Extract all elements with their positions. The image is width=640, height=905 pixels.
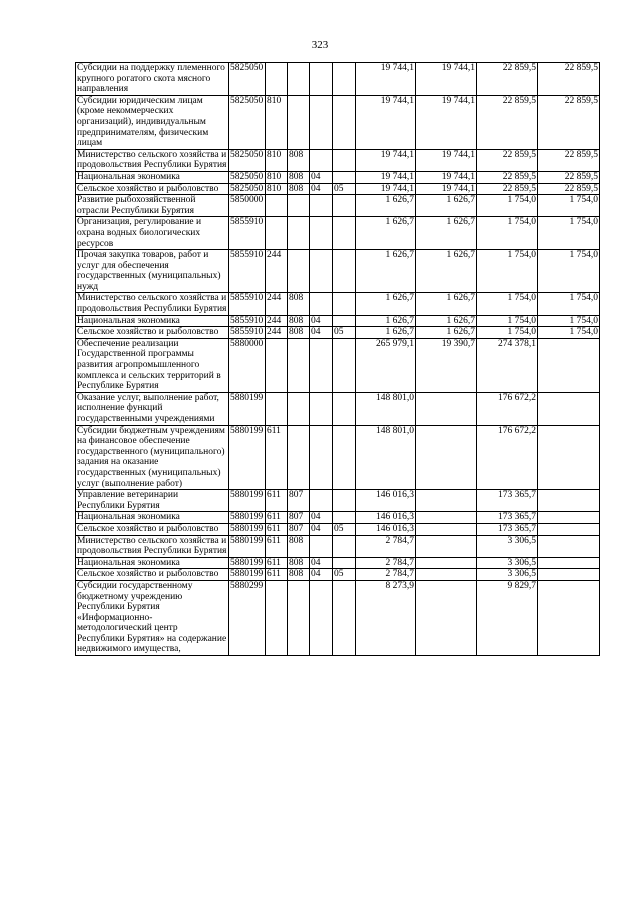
section-cell: 04 bbox=[310, 523, 333, 535]
page-number: 323 bbox=[311, 39, 329, 51]
expense-type-cell bbox=[266, 217, 288, 250]
subsection-cell bbox=[333, 149, 356, 171]
amount-cell-1: 146 016,3 bbox=[356, 523, 416, 535]
expense-type-cell: 810 bbox=[266, 171, 288, 183]
amount-cell-2: 19 744,1 bbox=[416, 171, 477, 183]
amount-cell-1: 19 744,1 bbox=[356, 95, 416, 149]
amount-cell-4: 1 754,0 bbox=[538, 195, 600, 217]
table-row bbox=[76, 580, 600, 655]
table-row bbox=[76, 149, 600, 171]
section-cell bbox=[310, 580, 333, 655]
expense-type-cell: 244 bbox=[266, 315, 288, 327]
amount-cell-4 bbox=[538, 338, 600, 392]
amount-cell-4 bbox=[538, 569, 600, 581]
row-name-cell: Министерство сельского хозяйства и продовольствия Республики Бурятия bbox=[76, 149, 229, 171]
amount-cell-2 bbox=[416, 557, 477, 569]
target-code-cell: 5855910 bbox=[229, 250, 266, 293]
expense-type-cell: 611 bbox=[266, 523, 288, 535]
target-code-cell: 5880000 bbox=[229, 338, 266, 392]
amount-cell-1: 2 784,7 bbox=[356, 569, 416, 581]
amount-cell-2: 1 626,7 bbox=[416, 250, 477, 293]
row-name-cell: Сельское хозяйство и рыболовство bbox=[76, 569, 229, 581]
amount-cell-4 bbox=[538, 535, 600, 557]
target-code-cell: 5880199 bbox=[229, 535, 266, 557]
amount-cell-4: 22 859,5 bbox=[538, 183, 600, 195]
administrator-cell: 807 bbox=[288, 523, 310, 535]
amount-cell-1: 148 801,0 bbox=[356, 425, 416, 490]
section-cell: 04 bbox=[310, 171, 333, 183]
amount-cell-3: 1 754,0 bbox=[477, 250, 538, 293]
section-cell: 04 bbox=[310, 327, 333, 339]
target-code-cell: 5825050 bbox=[229, 63, 266, 96]
amount-cell-4: 22 859,5 bbox=[538, 171, 600, 183]
table-row bbox=[76, 569, 600, 581]
table-row bbox=[76, 425, 600, 490]
amount-cell-2 bbox=[416, 425, 477, 490]
table-row bbox=[76, 63, 600, 96]
amount-cell-4 bbox=[538, 392, 600, 425]
amount-cell-1: 1 626,7 bbox=[356, 195, 416, 217]
amount-cell-3: 3 306,5 bbox=[477, 557, 538, 569]
table-row bbox=[76, 327, 600, 339]
amount-cell-2: 19 390,7 bbox=[416, 338, 477, 392]
administrator-cell: 808 bbox=[288, 183, 310, 195]
subsection-cell bbox=[333, 557, 356, 569]
row-name-cell: Развитие рыбохозяйственной отрасли Республики Бурятия bbox=[76, 195, 229, 217]
subsection-cell bbox=[333, 425, 356, 490]
amount-cell-1: 265 979,1 bbox=[356, 338, 416, 392]
administrator-cell: 808 bbox=[288, 149, 310, 171]
amount-cell-2: 19 744,1 bbox=[416, 63, 477, 96]
target-code-cell: 5855910 bbox=[229, 217, 266, 250]
amount-cell-3: 1 754,0 bbox=[477, 293, 538, 315]
section-cell bbox=[310, 95, 333, 149]
administrator-cell: 808 bbox=[288, 327, 310, 339]
amount-cell-3: 274 378,1 bbox=[477, 338, 538, 392]
table-row bbox=[76, 315, 600, 327]
amount-cell-1: 8 273,9 bbox=[356, 580, 416, 655]
subsection-cell bbox=[333, 315, 356, 327]
amount-cell-3: 9 829,7 bbox=[477, 580, 538, 655]
subsection-cell bbox=[333, 250, 356, 293]
subsection-cell: 05 bbox=[333, 569, 356, 581]
section-cell bbox=[310, 250, 333, 293]
expense-type-cell bbox=[266, 580, 288, 655]
subsection-cell bbox=[333, 293, 356, 315]
amount-cell-1: 1 626,7 bbox=[356, 250, 416, 293]
target-code-cell: 5825050 bbox=[229, 183, 266, 195]
amount-cell-3: 1 754,0 bbox=[477, 315, 538, 327]
administrator-cell bbox=[288, 580, 310, 655]
administrator-cell bbox=[288, 250, 310, 293]
amount-cell-4 bbox=[538, 512, 600, 524]
amount-cell-1: 19 744,1 bbox=[356, 183, 416, 195]
amount-cell-4 bbox=[538, 523, 600, 535]
administrator-cell: 807 bbox=[288, 490, 310, 512]
table-row bbox=[76, 523, 600, 535]
section-cell: 04 bbox=[310, 512, 333, 524]
expense-type-cell: 810 bbox=[266, 95, 288, 149]
amount-cell-3: 22 859,5 bbox=[477, 95, 538, 149]
section-cell bbox=[310, 195, 333, 217]
section-cell bbox=[310, 217, 333, 250]
target-code-cell: 5880199 bbox=[229, 523, 266, 535]
target-code-cell: 5880199 bbox=[229, 569, 266, 581]
amount-cell-3: 1 754,0 bbox=[477, 217, 538, 250]
section-cell: 04 bbox=[310, 557, 333, 569]
row-name-cell: Национальная экономика bbox=[76, 512, 229, 524]
table-row bbox=[76, 293, 600, 315]
row-name-cell: Управление ветеринарии Республики Бурятия bbox=[76, 490, 229, 512]
subsection-cell bbox=[333, 392, 356, 425]
subsection-cell bbox=[333, 490, 356, 512]
row-name-cell: Обеспечение реализации Государственной программы развития агропромышленного комплекса и сельских территорий в Республике Бурятия bbox=[76, 338, 229, 392]
subsection-cell bbox=[333, 171, 356, 183]
expense-type-cell: 611 bbox=[266, 512, 288, 524]
expense-type-cell: 810 bbox=[266, 149, 288, 171]
administrator-cell: 808 bbox=[288, 569, 310, 581]
table-row bbox=[76, 217, 600, 250]
expense-type-cell bbox=[266, 392, 288, 425]
administrator-cell bbox=[288, 63, 310, 96]
amount-cell-2 bbox=[416, 535, 477, 557]
subsection-cell bbox=[333, 338, 356, 392]
amount-cell-2: 1 626,7 bbox=[416, 327, 477, 339]
amount-cell-1: 1 626,7 bbox=[356, 217, 416, 250]
target-code-cell: 5880199 bbox=[229, 557, 266, 569]
administrator-cell bbox=[288, 392, 310, 425]
target-code-cell: 5880199 bbox=[229, 490, 266, 512]
administrator-cell bbox=[288, 425, 310, 490]
target-code-cell: 5880199 bbox=[229, 392, 266, 425]
row-name-cell: Субсидии государственному бюджетному учреждению Республики Бурятия «Информационно-методологический центр Республики Бурятия» на содержание недвижимого имущества, bbox=[76, 580, 229, 655]
subsection-cell: 05 bbox=[333, 523, 356, 535]
amount-cell-2 bbox=[416, 512, 477, 524]
amount-cell-1: 148 801,0 bbox=[356, 392, 416, 425]
administrator-cell: 808 bbox=[288, 171, 310, 183]
amount-cell-1: 2 784,7 bbox=[356, 535, 416, 557]
amount-cell-3: 1 754,0 bbox=[477, 327, 538, 339]
expense-type-cell bbox=[266, 63, 288, 96]
target-code-cell: 5880199 bbox=[229, 512, 266, 524]
section-cell bbox=[310, 338, 333, 392]
row-name-cell: Национальная экономика bbox=[76, 315, 229, 327]
row-name-cell: Организация, регулирование и охрана водных биологических ресурсов bbox=[76, 217, 229, 250]
expense-type-cell: 611 bbox=[266, 425, 288, 490]
expense-type-cell bbox=[266, 338, 288, 392]
amount-cell-3: 176 672,2 bbox=[477, 392, 538, 425]
target-code-cell: 5855910 bbox=[229, 327, 266, 339]
amount-cell-4 bbox=[538, 580, 600, 655]
amount-cell-1: 1 626,7 bbox=[356, 293, 416, 315]
amount-cell-2: 1 626,7 bbox=[416, 217, 477, 250]
subsection-cell bbox=[333, 63, 356, 96]
administrator-cell: 808 bbox=[288, 535, 310, 557]
amount-cell-1: 19 744,1 bbox=[356, 63, 416, 96]
amount-cell-1: 1 626,7 bbox=[356, 327, 416, 339]
amount-cell-3: 1 754,0 bbox=[477, 195, 538, 217]
amount-cell-4: 1 754,0 bbox=[538, 293, 600, 315]
amount-cell-3: 176 672,2 bbox=[477, 425, 538, 490]
expense-type-cell: 244 bbox=[266, 250, 288, 293]
amount-cell-2 bbox=[416, 523, 477, 535]
amount-cell-2: 19 744,1 bbox=[416, 183, 477, 195]
row-name-cell: Министерство сельского хозяйства и продовольствия Республики Бурятия bbox=[76, 293, 229, 315]
amount-cell-3: 22 859,5 bbox=[477, 63, 538, 96]
amount-cell-3: 3 306,5 bbox=[477, 569, 538, 581]
row-name-cell: Министерство сельского хозяйства и продовольствия Республики Бурятия bbox=[76, 535, 229, 557]
amount-cell-2 bbox=[416, 580, 477, 655]
expense-type-cell: 611 bbox=[266, 535, 288, 557]
table-row bbox=[76, 535, 600, 557]
amount-cell-1: 146 016,3 bbox=[356, 512, 416, 524]
subsection-cell bbox=[333, 217, 356, 250]
amount-cell-4: 1 754,0 bbox=[538, 327, 600, 339]
table-row bbox=[76, 512, 600, 524]
row-name-cell: Субсидии на поддержку племенного крупного рогатого скота мясного направления bbox=[76, 63, 229, 96]
table-body bbox=[76, 63, 600, 656]
section-cell bbox=[310, 535, 333, 557]
amount-cell-1: 19 744,1 bbox=[356, 149, 416, 171]
amount-cell-3: 173 365,7 bbox=[477, 512, 538, 524]
subsection-cell bbox=[333, 95, 356, 149]
administrator-cell: 808 bbox=[288, 293, 310, 315]
row-name-cell: Сельское хозяйство и рыболовство bbox=[76, 327, 229, 339]
table-row bbox=[76, 95, 600, 149]
expense-type-cell: 810 bbox=[266, 183, 288, 195]
amount-cell-4: 1 754,0 bbox=[538, 217, 600, 250]
row-name-cell: Сельское хозяйство и рыболовство bbox=[76, 183, 229, 195]
amount-cell-4 bbox=[538, 425, 600, 490]
expense-type-cell: 244 bbox=[266, 327, 288, 339]
expense-type-cell: 244 bbox=[266, 293, 288, 315]
expense-type-cell bbox=[266, 195, 288, 217]
administrator-cell: 808 bbox=[288, 557, 310, 569]
amount-cell-3: 173 365,7 bbox=[477, 523, 538, 535]
administrator-cell bbox=[288, 95, 310, 149]
subsection-cell: 05 bbox=[333, 183, 356, 195]
amount-cell-1: 1 626,7 bbox=[356, 315, 416, 327]
amount-cell-2: 1 626,7 bbox=[416, 195, 477, 217]
amount-cell-4 bbox=[538, 490, 600, 512]
subsection-cell bbox=[333, 535, 356, 557]
target-code-cell: 5825050 bbox=[229, 95, 266, 149]
amount-cell-3: 22 859,5 bbox=[477, 171, 538, 183]
table-row bbox=[76, 171, 600, 183]
table-row bbox=[76, 557, 600, 569]
amount-cell-2 bbox=[416, 569, 477, 581]
amount-cell-3: 173 365,7 bbox=[477, 490, 538, 512]
administrator-cell bbox=[288, 217, 310, 250]
table-row bbox=[76, 490, 600, 512]
target-code-cell: 5825050 bbox=[229, 149, 266, 171]
expense-type-cell: 611 bbox=[266, 490, 288, 512]
section-cell bbox=[310, 425, 333, 490]
table-row bbox=[76, 392, 600, 425]
table-row bbox=[76, 338, 600, 392]
section-cell: 04 bbox=[310, 315, 333, 327]
expense-type-cell: 611 bbox=[266, 569, 288, 581]
target-code-cell: 5880199 bbox=[229, 425, 266, 490]
section-cell: 04 bbox=[310, 569, 333, 581]
amount-cell-1: 146 016,3 bbox=[356, 490, 416, 512]
table-row bbox=[76, 183, 600, 195]
amount-cell-3: 22 859,5 bbox=[477, 149, 538, 171]
amount-cell-4: 22 859,5 bbox=[538, 149, 600, 171]
section-cell: 04 bbox=[310, 183, 333, 195]
amount-cell-2 bbox=[416, 490, 477, 512]
target-code-cell: 5850000 bbox=[229, 195, 266, 217]
table-row bbox=[76, 195, 600, 217]
administrator-cell bbox=[288, 338, 310, 392]
row-name-cell: Прочая закупка товаров, работ и услуг для обеспечения государственных (муниципальных) нужд bbox=[76, 250, 229, 293]
subsection-cell bbox=[333, 195, 356, 217]
administrator-cell: 808 bbox=[288, 315, 310, 327]
section-cell bbox=[310, 149, 333, 171]
target-code-cell: 5825050 bbox=[229, 171, 266, 183]
expense-type-cell: 611 bbox=[266, 557, 288, 569]
row-name-cell: Субсидии бюджетным учреждениям на финансовое обеспечение государственного (муниципального) задания на оказание государственных (муниципальных) услуг (выполнение работ) bbox=[76, 425, 229, 490]
subsection-cell bbox=[333, 512, 356, 524]
target-code-cell: 5880299 bbox=[229, 580, 266, 655]
amount-cell-1: 2 784,7 bbox=[356, 557, 416, 569]
budget-table bbox=[75, 62, 600, 656]
row-name-cell: Национальная экономика bbox=[76, 557, 229, 569]
row-name-cell: Национальная экономика bbox=[76, 171, 229, 183]
amount-cell-4: 22 859,5 bbox=[538, 95, 600, 149]
amount-cell-2: 1 626,7 bbox=[416, 293, 477, 315]
table-row bbox=[76, 250, 600, 293]
amount-cell-4: 22 859,5 bbox=[538, 63, 600, 96]
amount-cell-3: 22 859,5 bbox=[477, 183, 538, 195]
amount-cell-2: 19 744,1 bbox=[416, 149, 477, 171]
row-name-cell: Субсидии юридическим лицам (кроме некоммерческих организаций), индивидуальным предпринимателям, физическим лицам bbox=[76, 95, 229, 149]
section-cell bbox=[310, 392, 333, 425]
row-name-cell: Оказание услуг, выполнение работ, исполнение функций государственными учреждениями bbox=[76, 392, 229, 425]
amount-cell-2: 19 744,1 bbox=[416, 95, 477, 149]
amount-cell-4 bbox=[538, 557, 600, 569]
target-code-cell: 5855910 bbox=[229, 293, 266, 315]
amount-cell-2: 1 626,7 bbox=[416, 315, 477, 327]
subsection-cell bbox=[333, 580, 356, 655]
amount-cell-4: 1 754,0 bbox=[538, 315, 600, 327]
target-code-cell: 5855910 bbox=[229, 315, 266, 327]
administrator-cell: 807 bbox=[288, 512, 310, 524]
amount-cell-3: 3 306,5 bbox=[477, 535, 538, 557]
amount-cell-4: 1 754,0 bbox=[538, 250, 600, 293]
subsection-cell: 05 bbox=[333, 327, 356, 339]
section-cell bbox=[310, 490, 333, 512]
section-cell bbox=[310, 293, 333, 315]
amount-cell-1: 19 744,1 bbox=[356, 171, 416, 183]
row-name-cell: Сельское хозяйство и рыболовство bbox=[76, 523, 229, 535]
administrator-cell bbox=[288, 195, 310, 217]
section-cell bbox=[310, 63, 333, 96]
amount-cell-2 bbox=[416, 392, 477, 425]
